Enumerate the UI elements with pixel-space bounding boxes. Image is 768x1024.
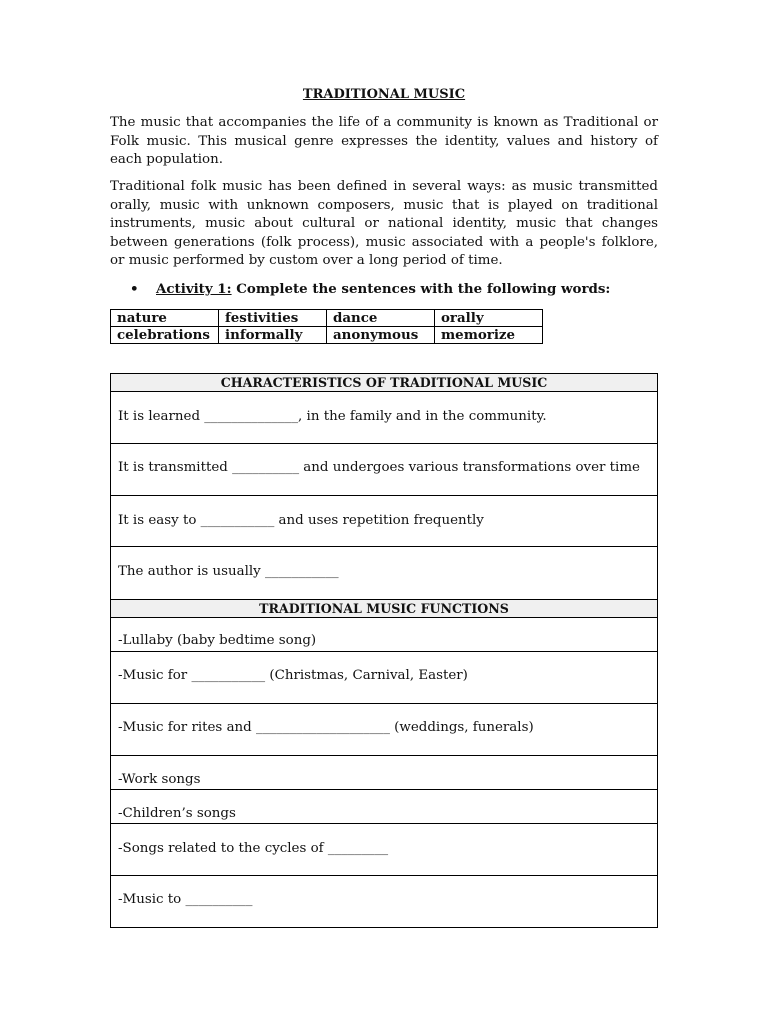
function-text: -Music for ___________ (Christmas, Carnival, Easter) bbox=[118, 668, 468, 683]
word-bank-cell: celebrations bbox=[111, 327, 219, 344]
characteristic-text: It is easy to ___________ and uses repetition frequently bbox=[118, 513, 484, 528]
word-bank-cell: anonymous bbox=[327, 327, 435, 344]
characteristic-text: It is transmitted __________ and undergoes various transformations over time bbox=[118, 460, 640, 475]
characteristic-row bbox=[110, 495, 658, 547]
function-row bbox=[110, 875, 658, 928]
function-text: -Music for rites and ____________________ (weddings, funerals) bbox=[118, 720, 534, 735]
word-bank-cell: dance bbox=[327, 310, 435, 327]
word-bank-row bbox=[111, 310, 543, 327]
function-row bbox=[110, 617, 658, 652]
function-text: -Music to __________ bbox=[118, 892, 253, 907]
activity-instruction bbox=[130, 281, 610, 297]
word-bank-cell: informally bbox=[219, 327, 327, 344]
word-bank-row bbox=[111, 327, 543, 344]
characteristic-row bbox=[110, 391, 658, 444]
characteristic-row bbox=[110, 443, 658, 496]
bullet-icon: • bbox=[130, 281, 139, 297]
word-bank-cell: orally bbox=[435, 310, 543, 327]
definition-paragraph: Traditional folk music has been defined in several ways: as music transmitted orally, music with unknown composers, music that is played on traditional instruments, music about cultural or national identity, music that changes between generations (folk process), music associated with a people's folklore, or music performed by custom over a long period of time. bbox=[110, 179, 658, 269]
activity-text: Complete the sentences with the following words: bbox=[231, 281, 611, 297]
page-title: TRADITIONAL MUSIC bbox=[302, 87, 466, 102]
characteristic-text: It is learned ______________, in the family and in the community. bbox=[118, 409, 547, 424]
function-row bbox=[110, 651, 658, 704]
function-text: -Work songs bbox=[118, 772, 201, 787]
function-row bbox=[110, 823, 658, 876]
intro-paragraph: The music that accompanies the life of a community is known as Traditional or Folk music. This musical genre expresses the identity, values and history of each population. bbox=[110, 115, 658, 168]
word-bank-cell: festivities bbox=[219, 310, 327, 327]
function-row bbox=[110, 755, 658, 790]
characteristic-text: The author is usually ___________ bbox=[118, 564, 339, 579]
function-text: -Children’s songs bbox=[118, 806, 236, 821]
word-bank-table bbox=[110, 309, 543, 344]
word-bank-cell: nature bbox=[111, 310, 219, 327]
function-text: -Lullaby (baby bedtime song) bbox=[118, 633, 317, 648]
characteristic-row bbox=[110, 546, 658, 600]
characteristics-header: CHARACTERISTICS OF TRADITIONAL MUSIC bbox=[110, 373, 658, 392]
function-row bbox=[110, 703, 658, 756]
word-bank-cell: memorize bbox=[435, 327, 543, 344]
activity-label: Activity 1: bbox=[156, 281, 232, 297]
function-text: -Songs related to the cycles of _________ bbox=[118, 841, 389, 856]
function-row bbox=[110, 789, 658, 824]
functions-header: TRADITIONAL MUSIC FUNCTIONS bbox=[110, 599, 658, 618]
